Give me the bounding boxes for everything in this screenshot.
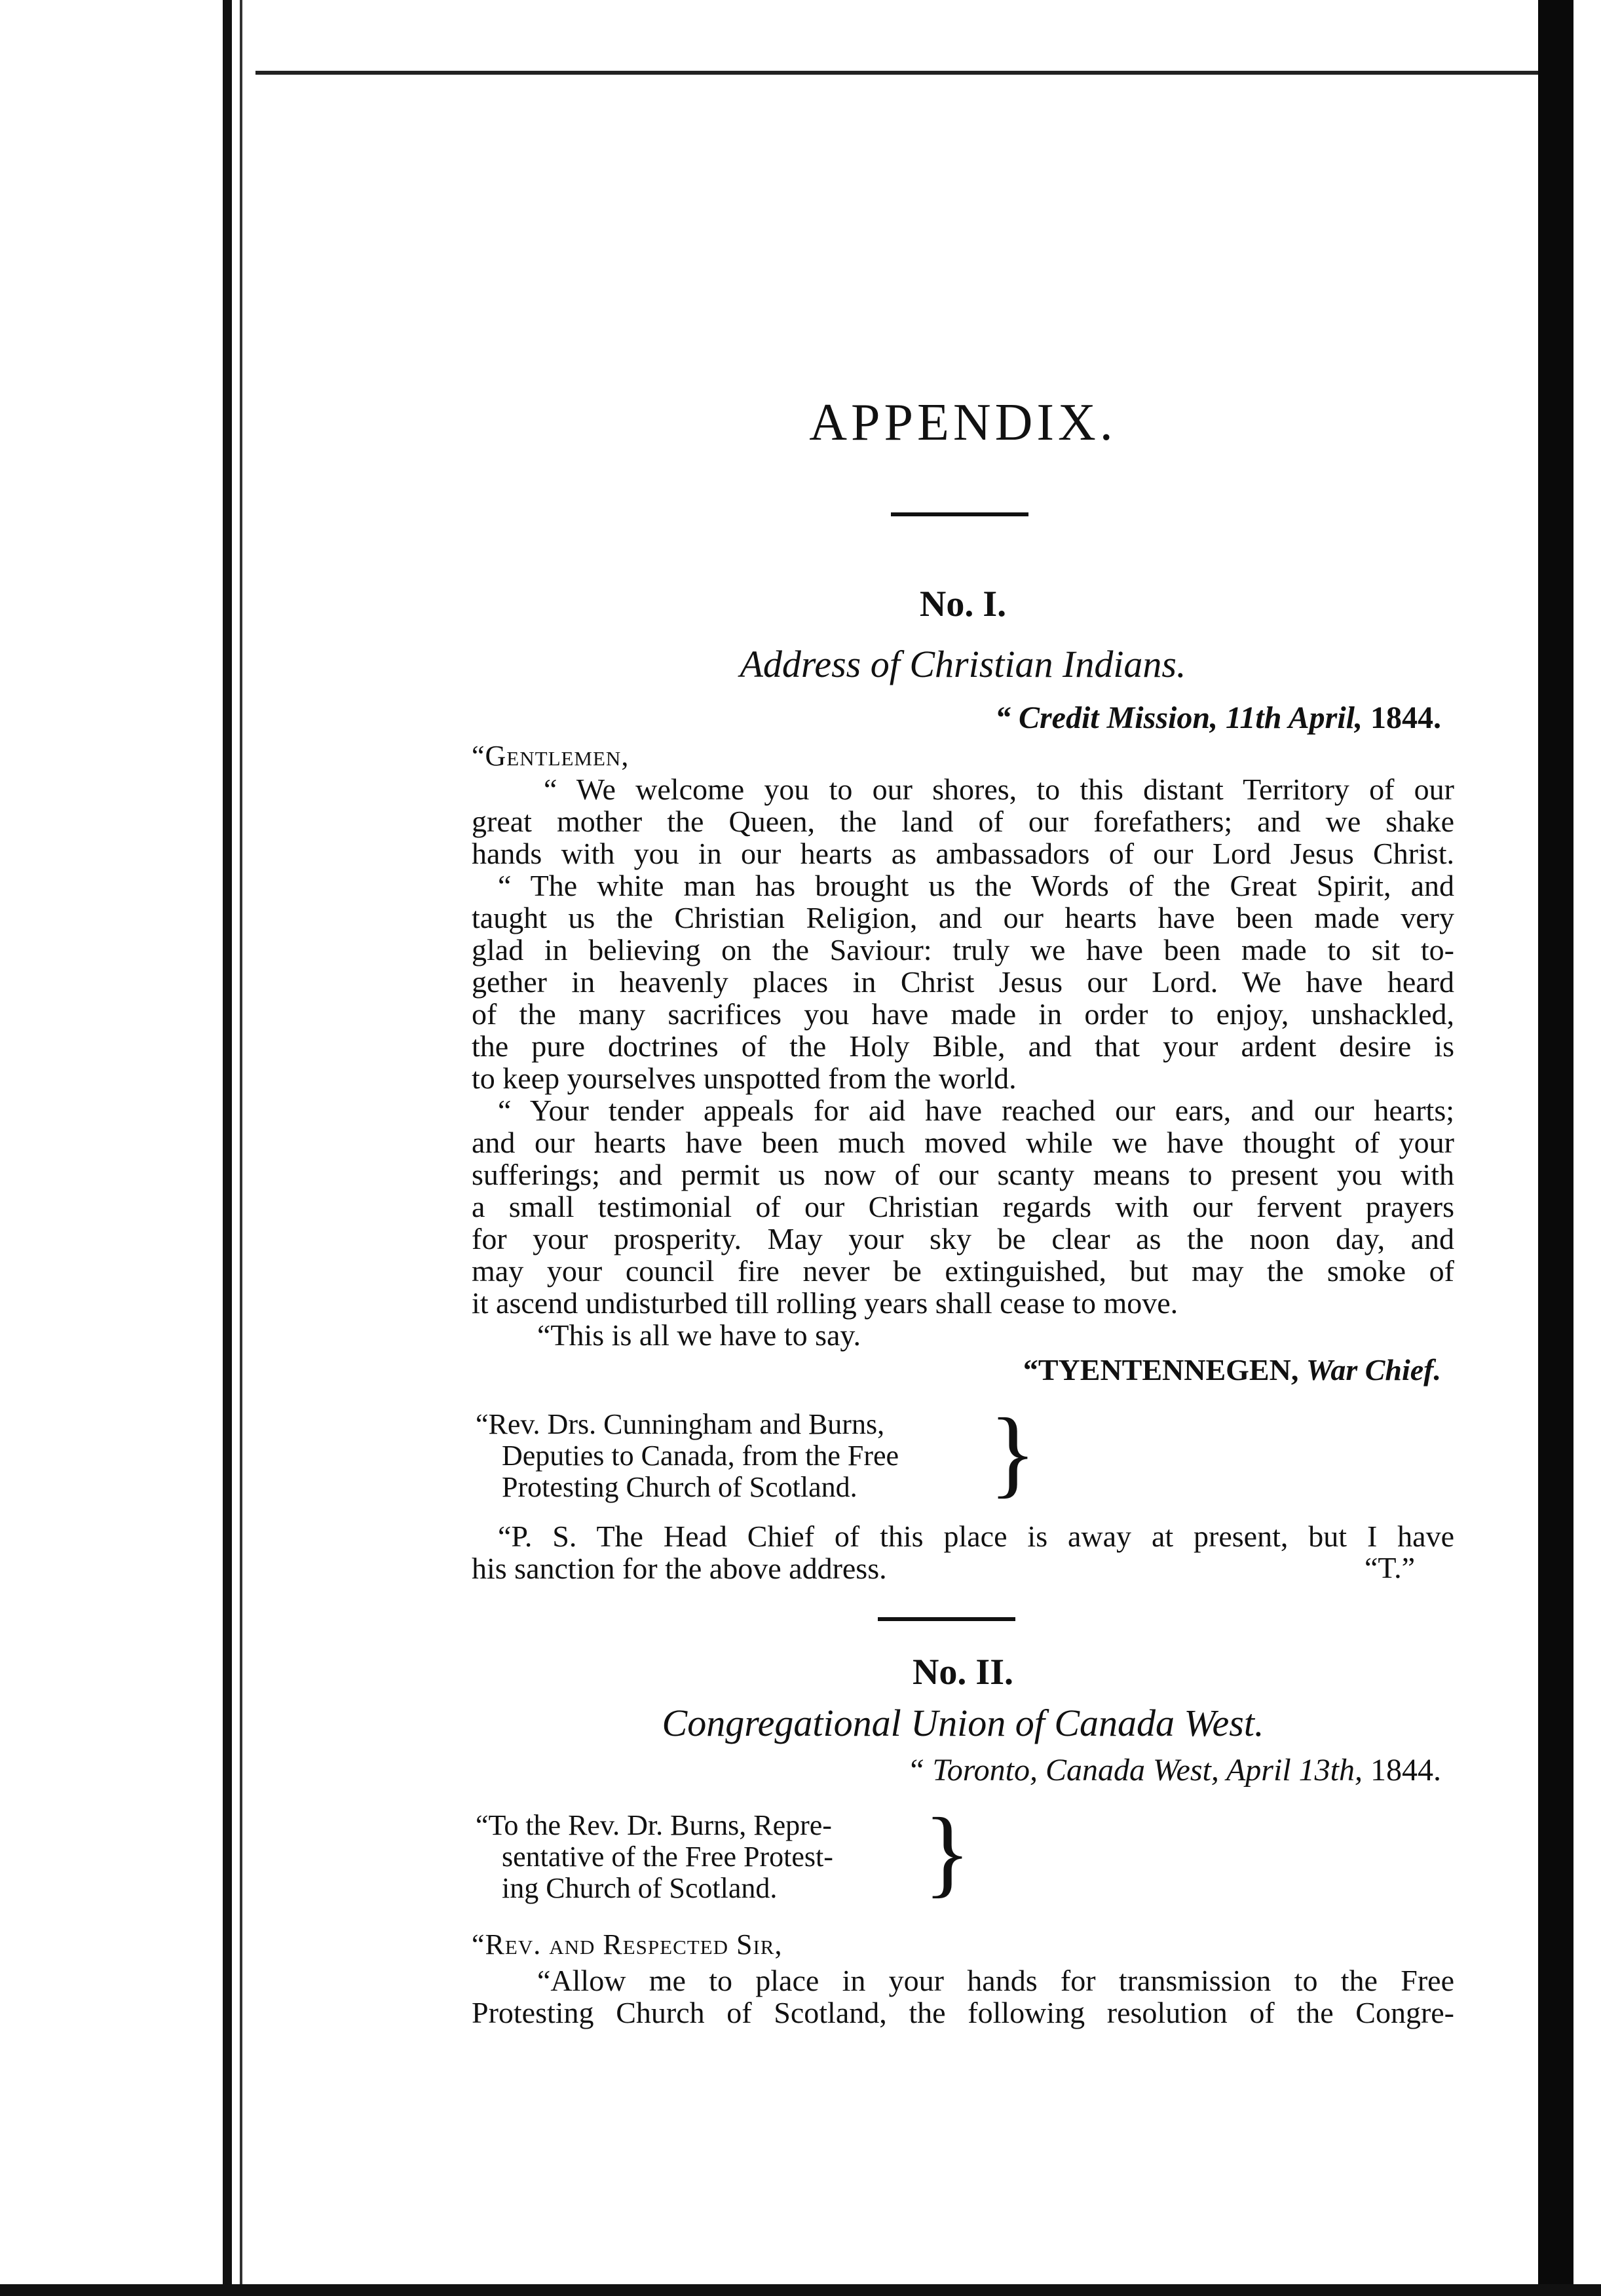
addressee-brace: } (989, 1398, 1036, 1507)
section-1-letter-body (472, 773, 1454, 1351)
document-page (472, 0, 1454, 2296)
body-line: gether in heavenly places in Christ Jesus our Lord. We have heard (472, 965, 1454, 999)
dateline-place: “ Toronto, Canada West, April 13th, (907, 1753, 1363, 1788)
body-line: may your council fire never be extinguished, but may the smoke of (472, 1254, 1454, 1288)
section-1-addressee (476, 1409, 899, 1503)
body-line: glad in believing on the Saviour: truly we have been made to sit to- (472, 933, 1454, 966)
body-line: “ Your tender appeals for aid have reached our ears, and our hearts; (498, 1094, 1454, 1127)
section-2-title: Congregational Union of Canada West. (662, 1702, 1264, 1744)
body-line: sufferings; and permit us now of our scanty means to present you with (472, 1158, 1454, 1191)
body-line: to keep yourselves unspotted from the world. (472, 1062, 1017, 1095)
addressee-brace: } (924, 1798, 971, 1907)
postscript-initial: “T.” (1364, 1551, 1415, 1584)
appendix-title: APPENDIX. (809, 394, 1117, 451)
body-line: and our hearts have been much moved while we have thought of your (472, 1126, 1454, 1159)
dateline-place: “ Credit Mission, 11th April, (994, 700, 1363, 735)
section-2-salutation: “Rev. and Respected Sir, (472, 1928, 783, 1961)
dateline-year: 1844. (1370, 700, 1441, 735)
section-2-dateline (907, 1752, 1441, 1788)
scan-edge-left (223, 0, 232, 2296)
body-line: taught us the Christian Religion, and our hearts have been made very (472, 901, 1454, 934)
section-1-dateline (995, 700, 1441, 736)
body-line: hands with you in our hearts as ambassadors of our Lord Jesus Christ. (472, 837, 1454, 870)
addressee-line: “Rev. Drs. Cunningham and Burns, (476, 1408, 885, 1440)
addressee-line: sentative of the Free Protest- (502, 1841, 833, 1873)
section-1-postscript (472, 1520, 1454, 1584)
section-2-number: No. II. (912, 1652, 1014, 1693)
scan-edge-right (1538, 0, 1573, 2296)
body-line: “ We welcome you to our shores, to this distant Territory of our (544, 773, 1454, 806)
body-line: “ The white man has brought us the Words of the Great Spirit, and (498, 869, 1454, 902)
section-divider (878, 1617, 1015, 1621)
section-1-salutation: “Gentlemen, (472, 740, 630, 772)
postscript-line: his sanction for the above address. (472, 1552, 887, 1585)
section-2-addressee (476, 1810, 833, 1904)
scan-edge-left-inner (240, 0, 242, 2296)
addressee-line: Protesting Church of Scotland. (502, 1471, 857, 1503)
dateline-year: 1844. (1370, 1753, 1441, 1788)
title-divider (891, 512, 1028, 516)
body-line: the pure doctrines of the Holy Bible, and that your ardent desire is (472, 1029, 1454, 1063)
section-1-number: No. I. (919, 584, 1007, 624)
body-line: of the many sacrifices you have made in order to enjoy, unshackled, (472, 997, 1454, 1031)
body-line: “This is all we have to say. (537, 1318, 861, 1352)
body-line: for your prosperity. May your sky be clear as the noon day, and (472, 1222, 1454, 1255)
section-1-title: Address of Christian Indians. (740, 643, 1186, 685)
addressee-line: ing Church of Scotland. (502, 1872, 778, 1904)
body-line: Protesting Church of Scotland, the following resolution of the Congre- (472, 1996, 1454, 2029)
postscript-line: “P. S. The Head Chief of this place is away at present, but I have (498, 1520, 1454, 1553)
addressee-line: “To the Rev. Dr. Burns, Repre- (476, 1809, 832, 1841)
signature (1023, 1352, 1441, 1387)
signature-name: “TYENTENNEGEN, (1023, 1353, 1299, 1387)
body-line: it ascend undisturbed till rolling years shall cease to move. (472, 1286, 1178, 1320)
body-line: great mother the Queen, the land of our forefathers; and we shake (472, 805, 1454, 838)
addressee-line: Deputies to Canada, from the Free (502, 1440, 899, 1472)
signature-role: War Chief. (1306, 1353, 1441, 1387)
body-line: “Allow me to place in your hands for transmission to the Free (537, 1964, 1454, 1997)
body-line: a small testimonial of our Christian regards with our fervent prayers (472, 1190, 1454, 1223)
section-2-letter-body (472, 1964, 1454, 2029)
